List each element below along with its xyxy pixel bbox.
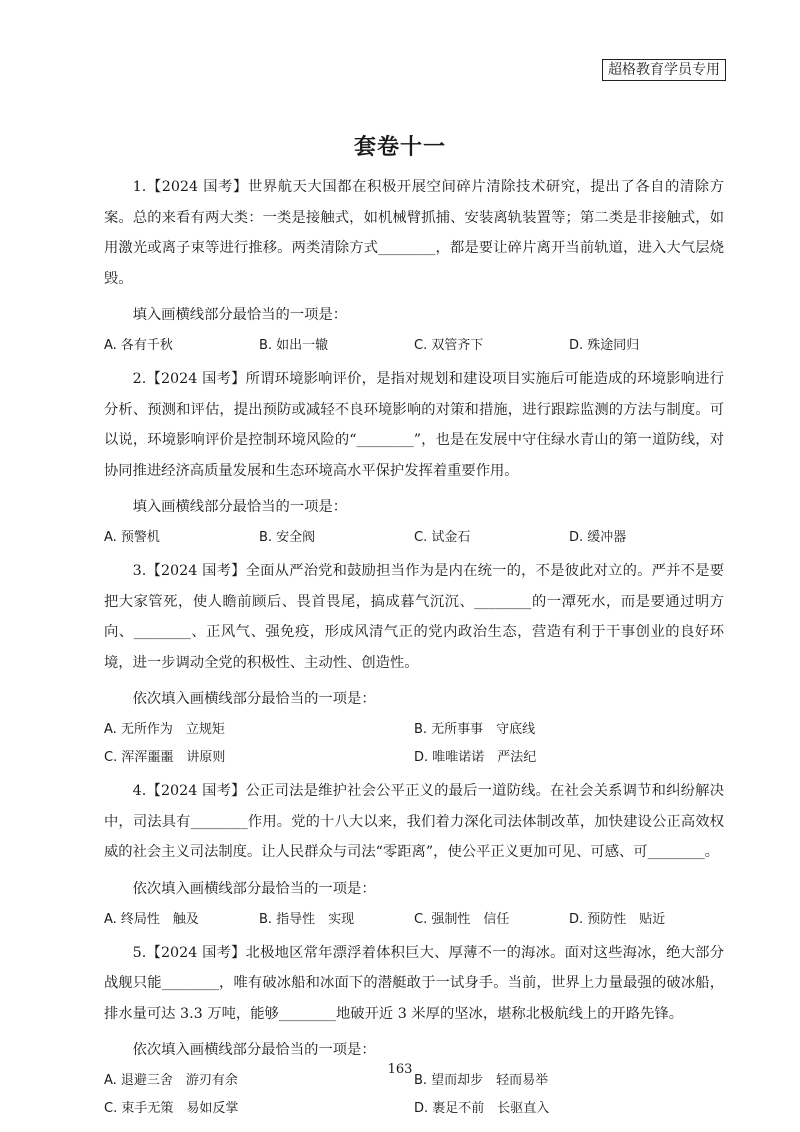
option-a: A. 无所作为 立规矩 <box>104 722 225 737</box>
option-d: D. 唯唯诺诺 严法纪 <box>414 750 537 765</box>
question-1 <box>104 172 724 360</box>
question-text: 2.【2024 国考】所谓环境影响评价，是指对规划和建设项目实施后可能造成的环境影响进行分析、预测和评估，提出预防或减轻不良环境影响的对策和措施，进行跟踪监测的方法与制度。可以说，环境影响评价是控制环境风险的“________”，也是在发展中守住绿水青山的第一道防线，对协同推进经济高质量发展和生态环境高水平保护发挥着重要作用。 <box>104 371 724 479</box>
options <box>104 744 724 772</box>
question-text: 1.【2024 国考】世界航天大国都在积极开展空间碎片清除技术研究，提出了各自的清除方案。总的来看有两大类：一类是接触式，如机械臂抓捕、安装离轨装置等；第二类是非接触式，如用激光或离子束等进行推移。两类清除方式________，都是要让碎片离开当前轨道，进入大气层烧毁。 <box>104 179 724 287</box>
question-text: 4.【2024 国考】公正司法是维护社会公平正义的最后一道防线。在社会关系调节和纠纷解决中，司法具有________作用。党的十八大以来，我们着力深化司法体制改革，加快建设公正高效权威的社会主义司法制度。让人民群众与司法“零距离”，使公平正义更加可见、可感、可________。 <box>104 783 724 860</box>
options <box>104 716 724 744</box>
option-a: A. 终局性 触及 <box>104 911 199 927</box>
option-a: A. 退避三舍 游刃有余 <box>104 1073 238 1088</box>
question-prompt: 依次填入画横线部分最恰当的一项是： <box>132 880 376 897</box>
question-5 <box>104 938 724 1124</box>
option-d: D. 预防性 贴近 <box>569 911 666 927</box>
options <box>104 906 724 934</box>
option-c: C. 浑浑噩噩 讲原则 <box>104 750 226 765</box>
option-a: A. 预警机 <box>104 530 160 545</box>
option-c: C. 试金石 <box>414 530 471 545</box>
option-b: B. 指导性 实现 <box>259 911 355 927</box>
option-b: B. 望而却步 轻而易举 <box>414 1073 549 1088</box>
question-text: 5.【2024 国考】北极地区常年漂浮着体积巨大、厚薄不一的海冰。面对这些海冰，绝大部分战舰只能________，唯有破冰船和冰面下的潜艇敢于一试身手。当前，世界上力量最强的破冰船，排水量可达 3.3 万吨，能够________地破开近 3 米厚的坚冰，堪称北极航线上的开路先锋。 <box>104 944 724 1022</box>
question-2 <box>104 364 724 552</box>
badge: 超格教育学员专用 <box>602 59 726 81</box>
question-text: 3.【2024 国考】全面从严治党和鼓励担当作为是内在统一的，不是彼此对立的。严并不是要把大家管死，使人瞻前顾后、畏首畏尾，搞成暮气沉沉、________的一潭死水，而是要通过明方向、________、正风气、强免疫，形成风清气正的党内政治生态，营造有利于干事创业的良好环境，进一步调动全党的积极性、主动性、创造性。 <box>104 563 724 671</box>
page-title: 套卷十一 <box>353 134 446 160</box>
option-b: B. 无所事事 守底线 <box>414 722 536 737</box>
question-prompt: 依次填入画横线部分最恰当的一项是： <box>132 691 376 707</box>
options <box>104 332 724 360</box>
options <box>104 524 724 552</box>
question-prompt: 填入画横线部分最恰当的一项是： <box>132 499 348 515</box>
option-b: B. 如出一辙 <box>259 338 329 353</box>
question-4 <box>104 776 724 934</box>
options <box>104 1095 724 1123</box>
option-c: C. 双管齐下 <box>414 338 484 353</box>
option-c: C. 束手无策 易如反掌 <box>104 1101 239 1116</box>
option-d: D. 裹足不前 长驱直入 <box>414 1101 550 1116</box>
question-3 <box>104 556 724 772</box>
option-d: D. 殊途同归 <box>569 338 640 353</box>
option-b: B. 安全阀 <box>259 530 316 545</box>
question-prompt: 填入画横线部分最恰当的一项是： <box>132 307 348 323</box>
question-list <box>104 172 724 1127</box>
option-c: C. 强制性 信任 <box>414 911 510 927</box>
page-number: 163 <box>387 1062 413 1077</box>
option-d: D. 缓冲器 <box>569 530 627 545</box>
option-a: A. 各有千秋 <box>104 338 173 353</box>
question-prompt: 依次填入画横线部分最恰当的一项是： <box>132 1042 376 1058</box>
